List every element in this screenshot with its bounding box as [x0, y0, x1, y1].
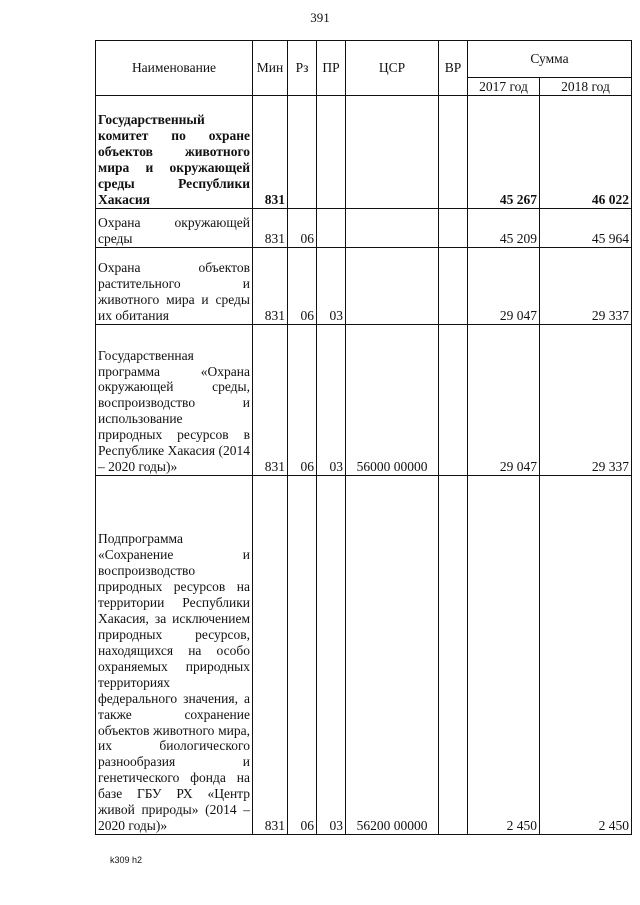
header-rz: Рз	[288, 41, 317, 96]
row-rz	[288, 96, 317, 209]
row-csr	[346, 209, 439, 248]
row-2018: 29 337	[540, 248, 632, 325]
row-2017: 2 450	[468, 476, 540, 835]
row-vr	[439, 248, 468, 325]
row-vr	[439, 96, 468, 209]
table-row	[96, 96, 632, 209]
row-rz: 06	[288, 476, 317, 835]
row-2017: 29 047	[468, 325, 540, 476]
row-rz: 06	[288, 209, 317, 248]
header-year-2017: 2017 год	[468, 78, 540, 96]
row-2018: 45 964	[540, 209, 632, 248]
row-name: Охрана объектов растительного и животного мира и среды их обитания	[96, 248, 253, 325]
row-min: 831	[253, 96, 288, 209]
row-min: 831	[253, 325, 288, 476]
row-csr: 56200 00000	[346, 476, 439, 835]
row-name: Охрана окружающей среды	[96, 209, 253, 248]
row-name: Государственная программа «Охрана окружающей среды, воспроизводство и использование природных ресурсов в Республике Хакасия (2014 – 2020 годы)»	[96, 325, 253, 476]
row-2017: 29 047	[468, 248, 540, 325]
row-pr	[317, 209, 346, 248]
row-min: 831	[253, 248, 288, 325]
row-rz: 06	[288, 248, 317, 325]
header-year-2018: 2018 год	[540, 78, 632, 96]
row-pr: 03	[317, 325, 346, 476]
row-vr	[439, 325, 468, 476]
header-min: Мин	[253, 41, 288, 96]
row-min: 831	[253, 209, 288, 248]
row-2017: 45 209	[468, 209, 540, 248]
row-pr	[317, 96, 346, 209]
row-csr: 56000 00000	[346, 325, 439, 476]
row-2018: 46 022	[540, 96, 632, 209]
page-number: 391	[310, 10, 330, 25]
row-vr	[439, 476, 468, 835]
row-vr	[439, 209, 468, 248]
table-row	[96, 476, 632, 835]
table-row	[96, 248, 632, 325]
table-row	[96, 325, 632, 476]
header-csr: ЦСР	[346, 41, 439, 96]
row-pr: 03	[317, 476, 346, 835]
row-rz: 06	[288, 325, 317, 476]
row-csr	[346, 248, 439, 325]
row-name: Государственный комитет по охране объектов животного мира и окружающей среды Республики Хакасия	[96, 96, 253, 209]
row-min: 831	[253, 476, 288, 835]
header-row	[96, 41, 632, 78]
row-2018: 29 337	[540, 325, 632, 476]
table-row	[96, 209, 632, 248]
header-name: Наименование	[96, 41, 253, 96]
row-pr: 03	[317, 248, 346, 325]
row-2018: 2 450	[540, 476, 632, 835]
header-vr: ВР	[439, 41, 468, 96]
header-pr: ПР	[317, 41, 346, 96]
row-csr	[346, 96, 439, 209]
header-sum: Сумма	[468, 41, 632, 78]
row-2017: 45 267	[468, 96, 540, 209]
budget-table	[95, 40, 632, 835]
footer-code: k309 h2	[110, 855, 143, 865]
row-name: Подпрограмма «Сохранение и воспроизводство природных ресурсов на территории Республики Хакасия, за исключением природных ресурсов, находящихся на особо охраняемых природных территориях федерального значения, а также сохранение объектов животного мира, их биологического разнообразия и генетического фонда на базе ГБУ РХ «Центр живой природы» (2014 – 2020 годы)»	[96, 476, 253, 835]
